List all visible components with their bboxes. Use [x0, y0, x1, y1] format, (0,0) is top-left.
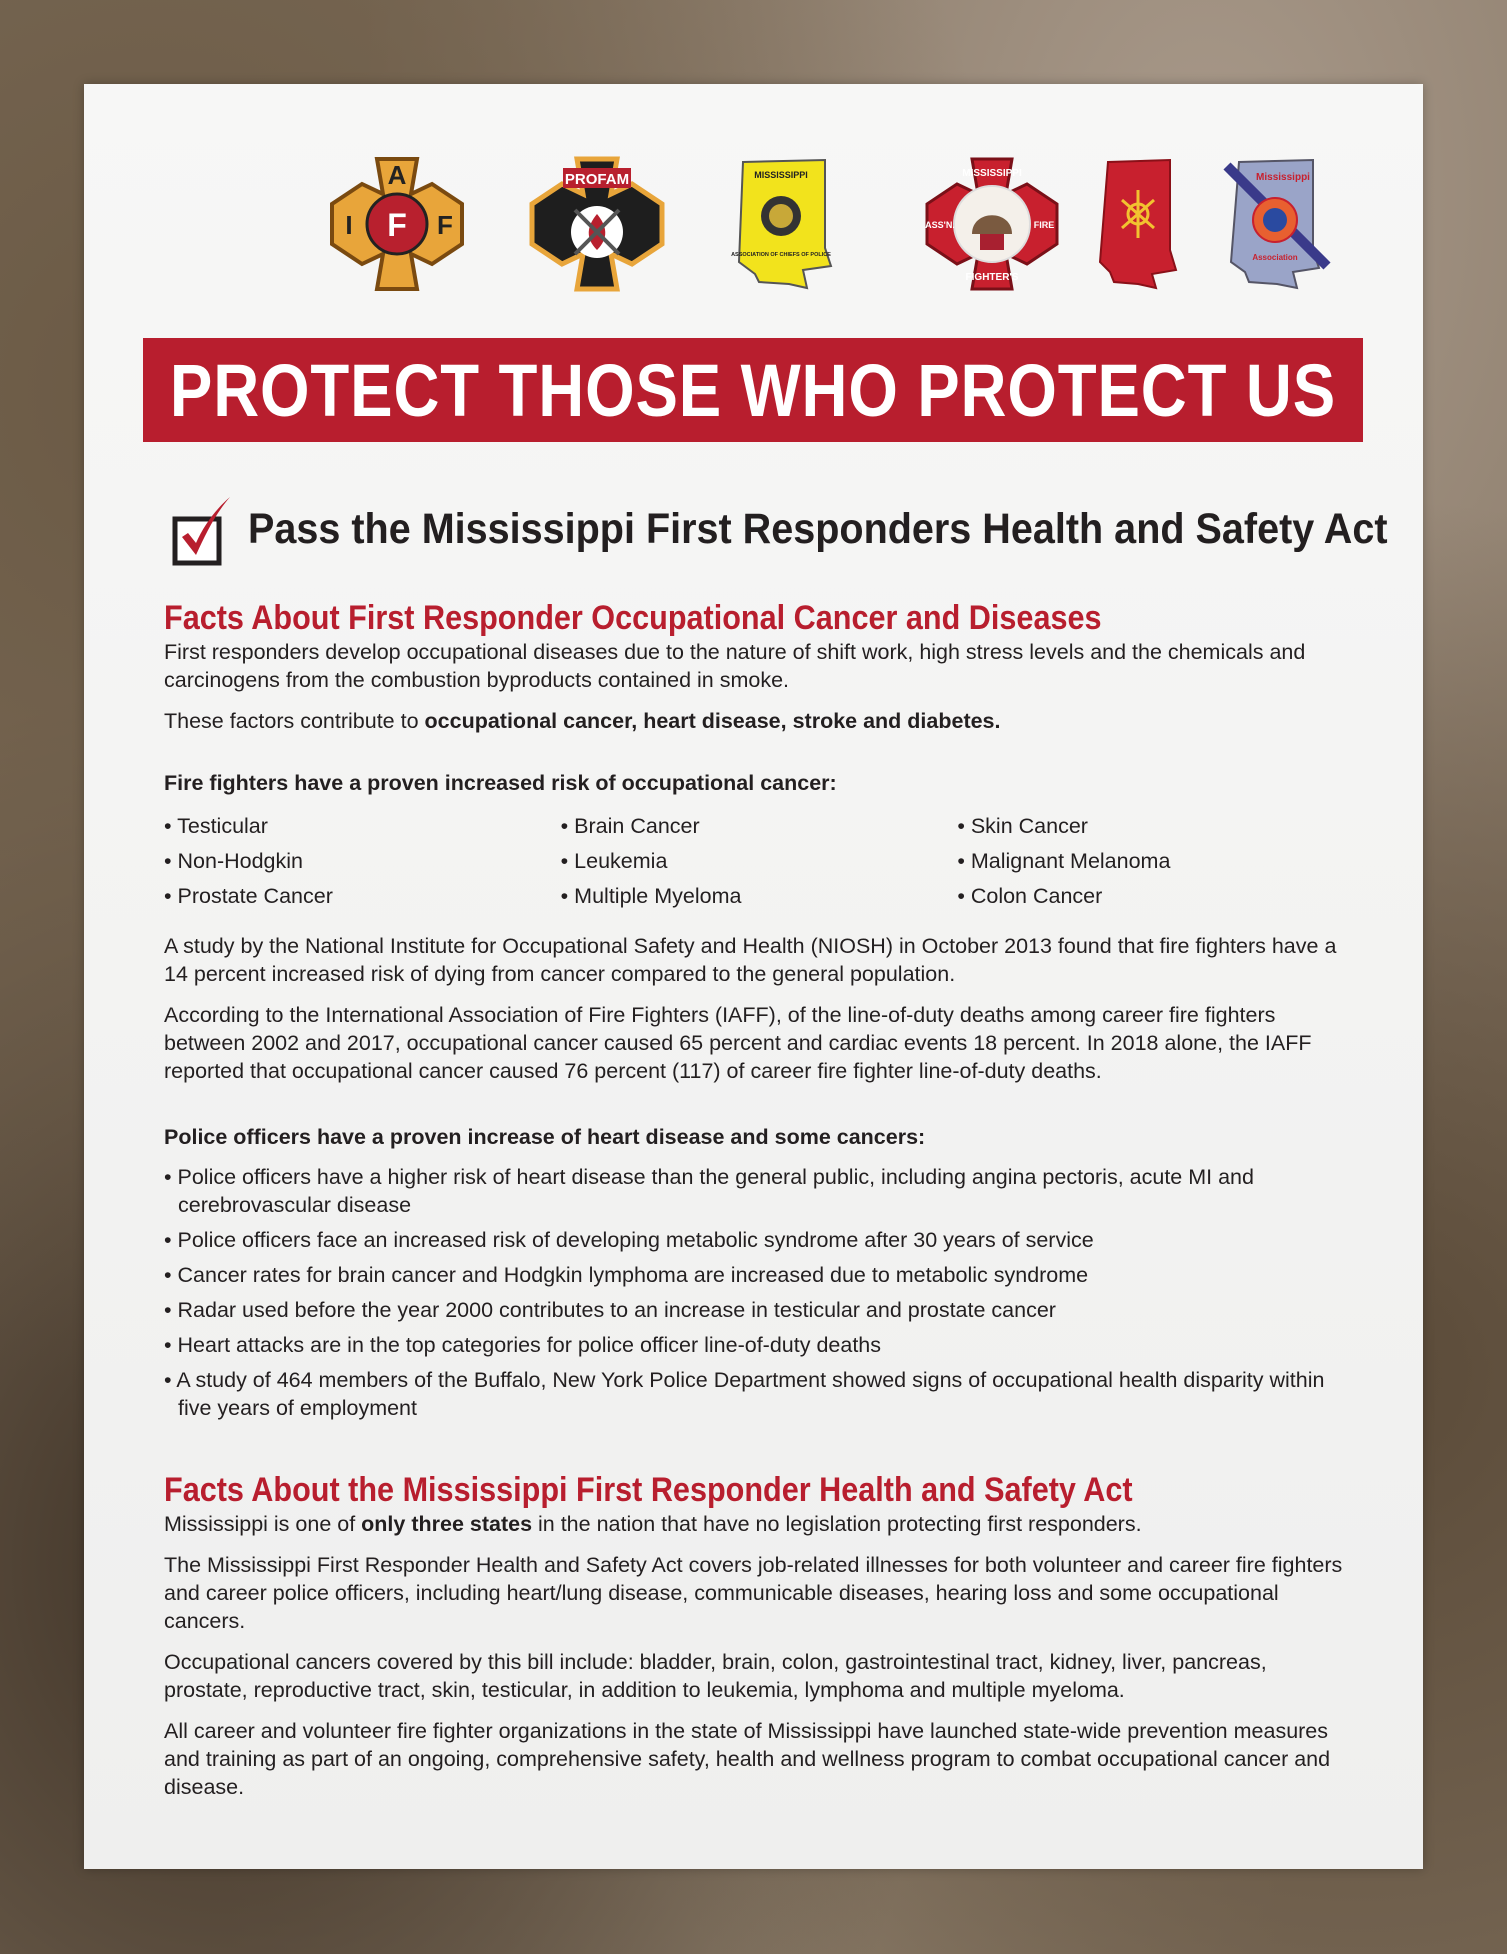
svg-text:Association: Association [1252, 253, 1298, 262]
svg-text:Mississippi: Mississippi [1256, 172, 1310, 183]
paragraph-niosh-study: A study by the National Institute for Occupational Safety and Health (NIOSH) in October 2013 found that fire fighters have a 14 percent increased risk of dying from cancer compared to the general population. [164, 934, 1337, 986]
cancer-list-column-3 [957, 809, 1354, 914]
paragraph-factors: These factors contribute to occupational cancer, heart disease, stroke and diabetes. [164, 709, 1001, 733]
mississippi-chiefs-of-police-logo [729, 154, 849, 294]
police-risk-list [164, 1163, 1354, 1422]
list-item: • Heart attacks are in the top categories for police officer line-of-duty deaths [164, 1333, 882, 1357]
cancer-list-column-2 [561, 809, 958, 914]
call-to-action [172, 489, 1487, 569]
list-item: • Cancer rates for brain cancer and Hodgkin lymphoma are increased due to metabolic syndrome [164, 1263, 1089, 1287]
svg-text:ASS'N.: ASS'N. [925, 220, 955, 230]
headline-text: PROTECT THOSE WHO PROTECT US [169, 348, 1337, 432]
list-item: • Non-Hodgkin [164, 849, 303, 873]
paragraph-act-coverage: The Mississippi First Responder Health and Safety Act covers job-related illnesses for both volunteer and career fire fighters and career police officers, including heart/lung disease, communicable diseases, hearing loss and some occupational cancers. [164, 1553, 1343, 1633]
paragraph-prevention: All career and volunteer fire fighter organizations in the state of Mississippi have launched state-wide prevention measures and training as part of an ongoing, comprehensive safety, health and wellness program to combat occupational cancer and disease. [164, 1719, 1331, 1799]
call-to-action-text: Pass the Mississippi First Responders Health and Safety Act [248, 504, 1388, 553]
mississippi-fire-fighters-assn-logo [922, 154, 1062, 294]
checkbox-check-icon [172, 493, 226, 565]
section-title-act-facts: Facts About the Mississippi First Responder Health and Safety Act [164, 1471, 1133, 1509]
mississippi-state-troopers-logo [1219, 154, 1339, 294]
paragraph-shift-work: First responders develop occupational diseases due to the nature of shift work, high stress levels and the chemicals and carcinogens from the combustion byproducts contained in smoke. [164, 640, 1306, 692]
main-content [164, 599, 1354, 1814]
svg-text:A: A [387, 160, 407, 190]
iaff-logo [327, 154, 467, 294]
headline-banner [143, 338, 1363, 442]
list-item: • Police officers face an increased risk of developing metabolic syndrome after 30 years of service [164, 1228, 1094, 1252]
svg-text:MISSISSIPPI: MISSISSIPPI [754, 170, 808, 180]
fire-fighters-heading: Fire fighters have a proven increased risk of occupational cancer: [164, 771, 837, 795]
svg-text:F: F [387, 207, 407, 243]
list-item: • Skin Cancer [957, 814, 1088, 838]
profam-logo [527, 154, 667, 294]
logo-row [234, 154, 1354, 314]
cancer-list-column-1 [164, 809, 561, 914]
svg-text:PROFAM: PROFAM [564, 171, 630, 188]
svg-text:FIRE: FIRE [1033, 220, 1055, 230]
flyer-sheet [84, 84, 1423, 1869]
police-officers-heading: Police officers have a proven increase of heart disease and some cancers: [164, 1125, 926, 1149]
list-item: • Malignant Melanoma [957, 849, 1171, 873]
list-item: • Leukemia [560, 849, 668, 873]
list-item: • Radar used before the year 2000 contributes to an increase in testicular and prostate cancer [164, 1298, 1056, 1322]
list-item: • A study of 464 members of the Buffalo, New York Police Department showed signs of occupational health disparity within five years of employment [164, 1368, 1325, 1420]
paragraph-three-states: Mississippi is one of only three states in the nation that have no legislation protecting first responders. [164, 1512, 1142, 1536]
list-item: • Prostate Cancer [164, 884, 333, 908]
list-item: • Police officers have a higher risk of heart disease than the general public, including angina pectoris, acute MI and cerebrovascular disease [164, 1165, 1254, 1217]
paragraph-iaff-stats: According to the International Association of Fire Fighters (IAFF), of the line-of-duty deaths among career fire fighters between 2002 and 2017, occupational cancer caused 65 percent and cardiac events 18 percent. In 2018 alone, the IAFF reported that occupational cancer caused 76 percent (117) of career fire fighter line-of-duty deaths. [164, 1003, 1312, 1083]
svg-text:I: I [345, 210, 353, 240]
list-item: • Testicular [164, 814, 268, 838]
mississippi-state-fire-logo [1094, 154, 1184, 294]
list-item: • Colon Cancer [957, 884, 1103, 908]
section-title-cancer-facts: Facts About First Responder Occupational Cancer and Diseases [164, 599, 1102, 637]
svg-text:MISSISSIPPI: MISSISSIPPI [962, 168, 1022, 179]
svg-text:ASSOCIATION OF CHIEFS OF POLIC: ASSOCIATION OF CHIEFS OF POLICE [731, 252, 831, 258]
paragraph-covered-cancers: Occupational cancers covered by this bill include: bladder, brain, colon, gastrointestinal tract, kidney, liver, pancreas, prostate, reproductive tract, skin, testicular, in addition to leukemia, lymphoma and multiple myeloma. [164, 1650, 1267, 1702]
cancer-list [164, 809, 1354, 914]
svg-text:F: F [437, 210, 453, 240]
svg-text:FIGHTER'S: FIGHTER'S [965, 272, 1019, 283]
list-item: • Brain Cancer [560, 814, 700, 838]
list-item: • Multiple Myeloma [560, 884, 742, 908]
